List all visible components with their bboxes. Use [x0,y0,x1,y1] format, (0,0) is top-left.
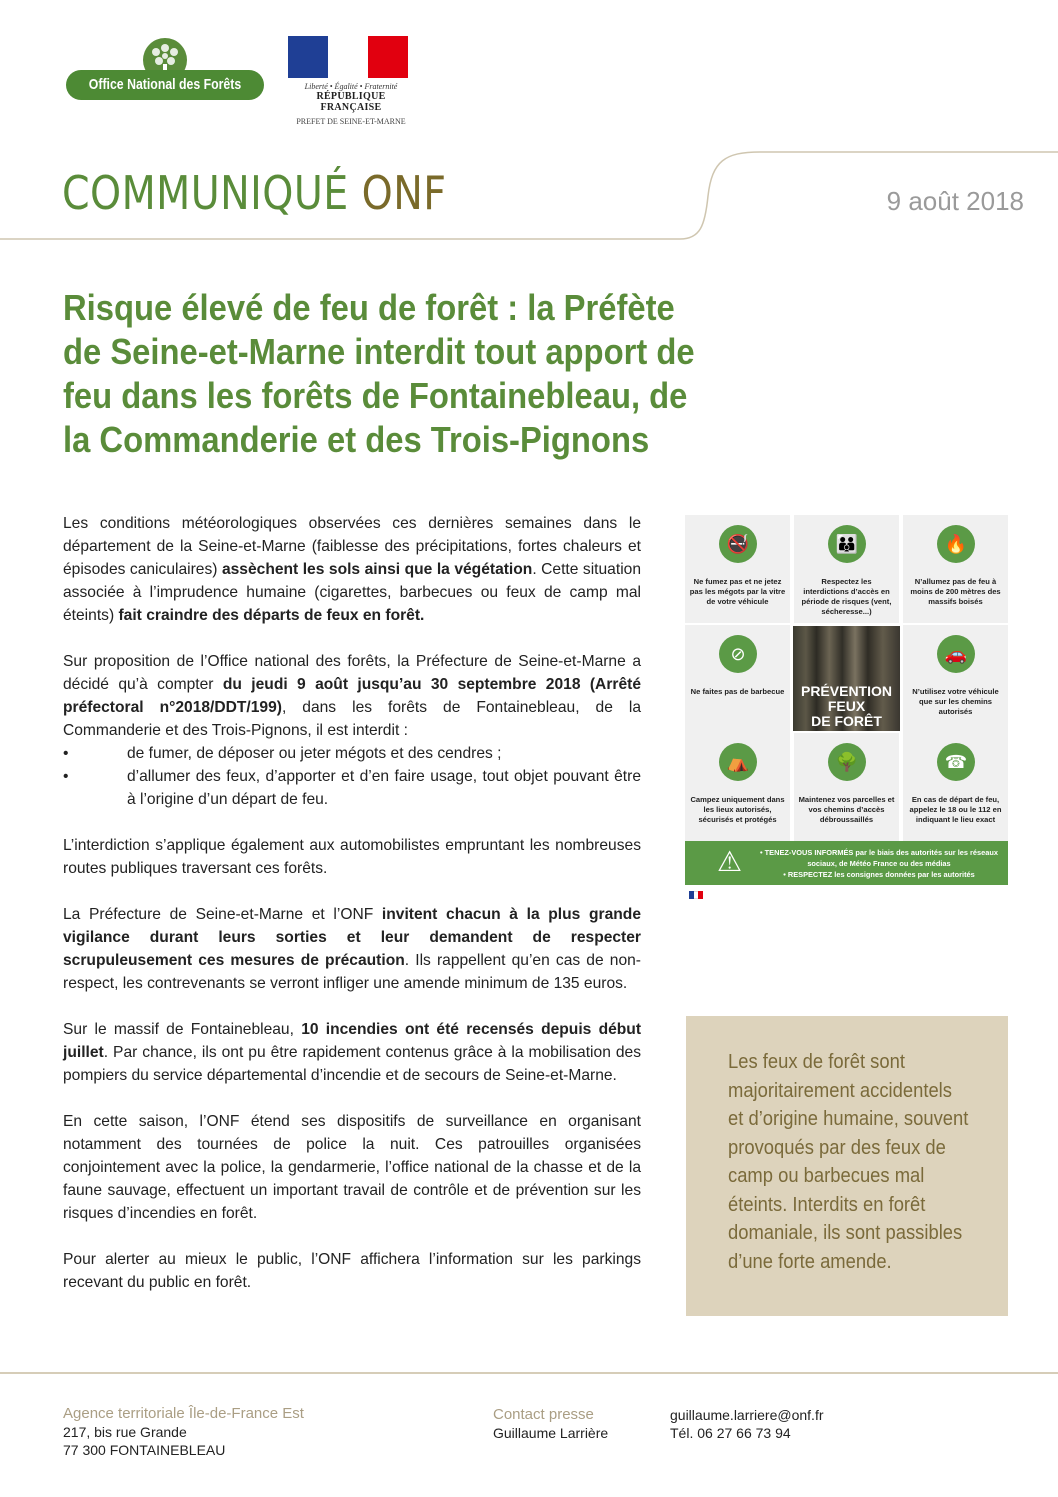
tent-icon: ⛺ [719,743,757,781]
poster-photo-title: DE FORÊT [811,713,882,729]
footer-divider [0,1372,1058,1374]
poster-cell [685,515,790,623]
no-fire-icon: 🔥 [937,525,975,563]
paragraph-2: Sur proposition de l’Office national des forêts, la Préfecture de Seine-et-Marne a décidé qu’à compter du jeudi 9 août jusqu’au 30 septembre 2018 (Arrêté préfectoral n°2018/DDT/199), dans les forêts de Fontainebleau, de la Commanderie et des Trois-Pignons, il est interdit : [63,653,641,739]
poster-caption: Respectez les interdictions d’accès en période de risques (vent, sécheresse...) [801,577,892,616]
rf-prefecture: PREFET DE SEINE-ET-MARNE [296,117,406,126]
poster-cell [685,733,790,841]
onf-logo-text: Office National des Forêts [88,76,242,93]
phone-icon: ☎ [937,743,975,781]
contact-phone: Tél. 06 27 66 73 94 [670,1425,791,1441]
poster-cell [794,733,899,841]
contact-name: Guillaume Larrière [493,1425,609,1441]
poster-band-line: • RESPECTEZ les consignes données par les autorités [783,870,975,879]
poster-cell [903,625,1008,733]
title-onf: ONF [361,166,447,220]
republique-francaise-logo [288,36,414,126]
address-line: 217, bis rue Grande [63,1424,187,1440]
poster-caption: N’utilisez votre véhicule que sur les chemins autorisés [912,687,999,716]
footer-contact-details [670,1406,824,1442]
flag-icon [689,891,703,899]
flag-icon [288,36,408,78]
paragraph-5: Sur le massif de Fontainebleau, 10 incendies ont été recensés depuis début juillet. Par chance, ils ont pu être rapidement contenus grâce à la mobilisation des pompiers du service départemental d’incendie et de secours de Seine-et-Marne. [63,1021,642,1084]
poster-caption: Ne faites pas de barbecue [690,687,785,696]
paragraph-7: Pour alerter au mieux le public, l’ONF affichera l’information sur les parkings recevant du public en forêt. [63,1251,641,1291]
poster-photo-title: PRÉVENTION [800,683,892,699]
quote-text: Les feux de forêt sont majoritairement accidentels et d’origine humaine, souvent provoqués par des feux de camp ou barbecues mal éteints. Interdits en forêt domaniale, ils sont passibles d’une forte amende. [728,1051,969,1273]
title-communique: COMMUNIQUÉ [62,166,349,220]
people-icon: 👪 [828,525,866,563]
forest-photo [793,626,900,731]
poster-info-band [685,841,1008,885]
rf-name: RÉPUBLIQUE FRANÇAISE [316,91,386,113]
rf-motto: Liberté • Égalité • Fraternité [304,82,398,91]
paragraph-6: En cette saison, l’ONF étend ses dispositifs de surveillance en organisant notamment des tournées de police la nuit. Ces patrouilles organisées conjointement avec la police, la gendarmerie, l’office national de la chasse et de la faune sauvage, effectuent un important travail de contrôle et de prévention sur les risques d’incendies en forêt. [63,1113,641,1222]
poster-caption: Campez uniquement dans les lieux autorisés, sécurisés et protégés [690,795,785,824]
onf-logo [64,36,266,104]
prohibition-list [63,742,641,811]
tree-icon: 🌳 [828,743,866,781]
poster-cell [685,625,790,733]
no-smoking-icon: 🚭 [719,525,757,563]
address-line: 77 300 FONTAINEBLEAU [63,1442,226,1458]
poster-photo-title: FEUX [827,698,866,714]
footer-agency [63,1405,304,1459]
no-barbecue-icon: ⊘ [719,635,757,673]
poster-caption: Ne fumez pas et ne jetez pas les mégots par la vitre de votre véhicule [689,577,786,606]
list-item: • d’allumer des feux, d’apporter et d’en faire usage, tout objet pouvant être à l’origine d’un départ de feu. [63,765,641,811]
warning-icon: ⚠ [717,846,743,877]
paragraph-4: La Préfecture de Seine-et-Marne et l’ONF invitent chacun à la plus grande vigilance durant leurs sorties et leur demandent de respecter scrupuleusement ces mesures de précaution. Ils rappellent qu’en cas de non-respect, les contrevenants se verront infliger une amende minimum de 135 euros. [63,906,641,992]
poster-cell [903,515,1008,623]
list-item: • de fumer, de déposer ou jeter mégots et des cendres ; [63,742,641,765]
headline: Risque élevé de feu de forêt : la Préfète de Seine-et-Marne interdit tout apport de feu dans les forêts de Fontainebleau, de la Commanderie et des Trois-Pignons [63,287,695,460]
publication-date: 9 août 2018 [886,186,1024,216]
communique-title [62,166,447,220]
poster-cell [794,515,899,623]
poster-band-line: • TENEZ-VOUS INFORMÉS par le biais des autorités sur les réseaux sociaux, de Météo France ou des médias [760,848,998,868]
car-icon: 🚗 [937,635,975,673]
prevention-poster [685,515,1008,905]
footer-contact [493,1406,608,1442]
paragraph-1: Les conditions météorologiques observées ces dernières semaines dans le département de la Seine-et-Marne (faiblesse des précipitations, fortes chaleurs et épisodes caniculaires) assèchent les sols ainsi que la végétation. Cette situation associée à l’imprudence humaine (cigarettes, barbecues ou feux de camp mal éteints) fait craindre des départs de feux en forêt. [63,515,641,624]
contact-email[interactable]: guillaume.larriere@onf.fr [670,1407,824,1423]
poster-footer [685,887,1008,905]
agency-label: Agence territoriale Île-de-France Est [63,1405,304,1422]
poster-caption: Maintenez vos parcelles et vos chemins d’accès débroussaillés [798,795,895,824]
paragraph-3: L’interdiction s’applique également aux automobilistes empruntant les nombreuses routes publiques traversant ces forêts. [63,837,641,877]
body-text [63,512,641,1317]
poster-caption: En cas de départ de feu, appelez le 18 ou le 112 en indiquant le lieu exact [909,795,1002,824]
contact-label: Contact presse [493,1406,594,1423]
poster-cell [903,733,1008,841]
poster-caption: N’allumez pas de feu à moins de 200 mètres des massifs boisés [910,577,1001,606]
quote-box [686,1016,1008,1316]
